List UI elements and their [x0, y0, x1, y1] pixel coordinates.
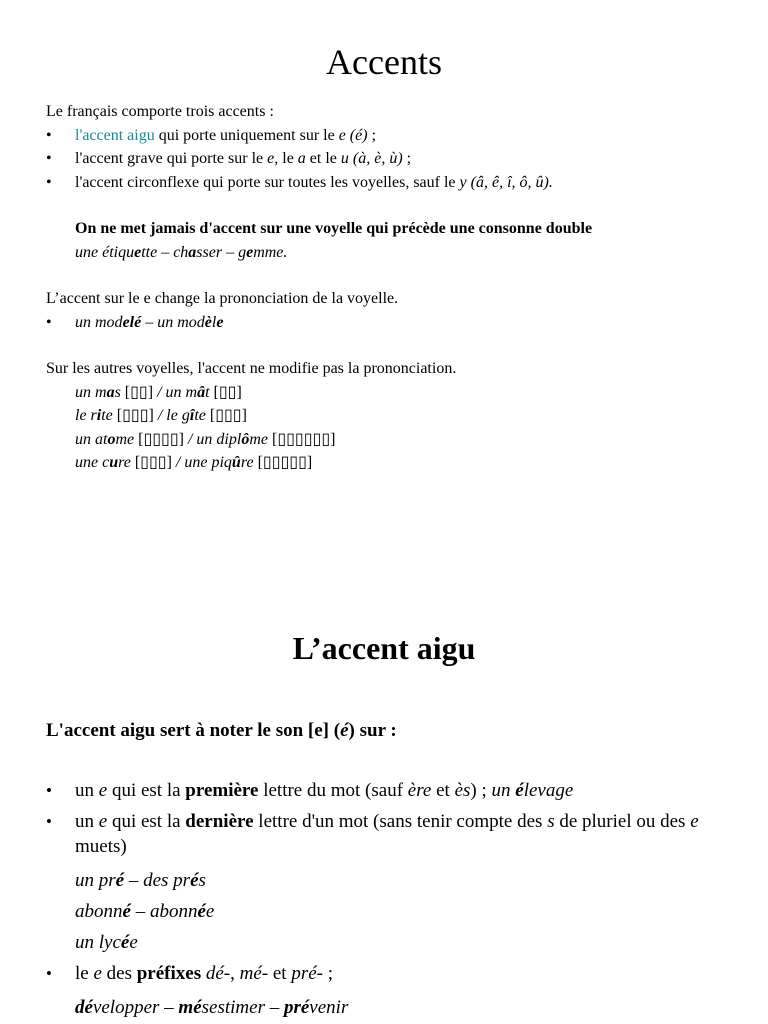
- slide-title-accents: Accents: [326, 42, 442, 82]
- intro-text: Le français comporte trois accents :: [46, 103, 274, 120]
- pronunciation-example: un mas [▯▯] / un mât [▯▯]: [75, 383, 242, 401]
- pronunciation-example: le rite [▯▯▯] / le gîte [▯▯▯]: [75, 407, 247, 424]
- example-line: abonné – abonnée: [75, 901, 215, 922]
- rule-first-letter: • un e qui est la première lettre du mot (sauf ère et ès) ; un élevage: [46, 778, 746, 803]
- no-change-text: Sur les autres voyelles, l'accent ne modifie pas la prononciation.: [46, 360, 457, 377]
- pronunciation-example: un atome [▯▯▯▯] / un diplôme [▯▯▯▯▯▯]: [75, 430, 336, 448]
- bullet-accent-circonflexe: • l'accent circonflexe qui porte sur toutes les voyelles, sauf le y (â, ê, î, ô, û).: [46, 171, 746, 195]
- pronunciation-change-text: L’accent sur le e change la prononciation de la voyelle.: [46, 290, 399, 307]
- bullet-accent-grave: • l'accent grave qui porte sur le e, le a et le u (à, è, ù) ;: [46, 147, 746, 171]
- slide-title-accent-aigu: L’accent aigu: [292, 630, 476, 666]
- rule-prefixes: • le e des préfixes dé-, mé- et pré- ;: [46, 961, 746, 986]
- accents-content: [46, 100, 746, 475]
- accent-aigu-content: [46, 715, 746, 1023]
- bullet-accent-aigu: • l'accent aigu qui porte uniquement sur le e (é) ;: [46, 124, 746, 148]
- accent-aigu-link[interactable]: l'accent aigu: [75, 126, 155, 144]
- accent-aigu-lead: L'accent aigu sert à noter le son [e] (é) sur :: [46, 720, 397, 741]
- double-consonant-rule: On ne met jamais d'accent sur une voyelle qui précède une consonne double: [75, 220, 593, 237]
- example-line: un lycée: [75, 932, 138, 953]
- rule-last-letter: • un e qui est la dernière lettre d'un mot (sans tenir compte des s de pluriel ou des e muets): [46, 809, 746, 859]
- prefix-example: développer – mésestimer – prévenir: [75, 997, 349, 1018]
- example-line: un pré – des prés: [75, 870, 206, 891]
- double-consonant-example: une étiquette – chasser – gemme.: [75, 243, 288, 261]
- modele-example: • un modelé – un modèle: [46, 311, 746, 335]
- pronunciation-example: une cure [▯▯▯] / une piqûre [▯▯▯▯▯]: [75, 454, 313, 471]
